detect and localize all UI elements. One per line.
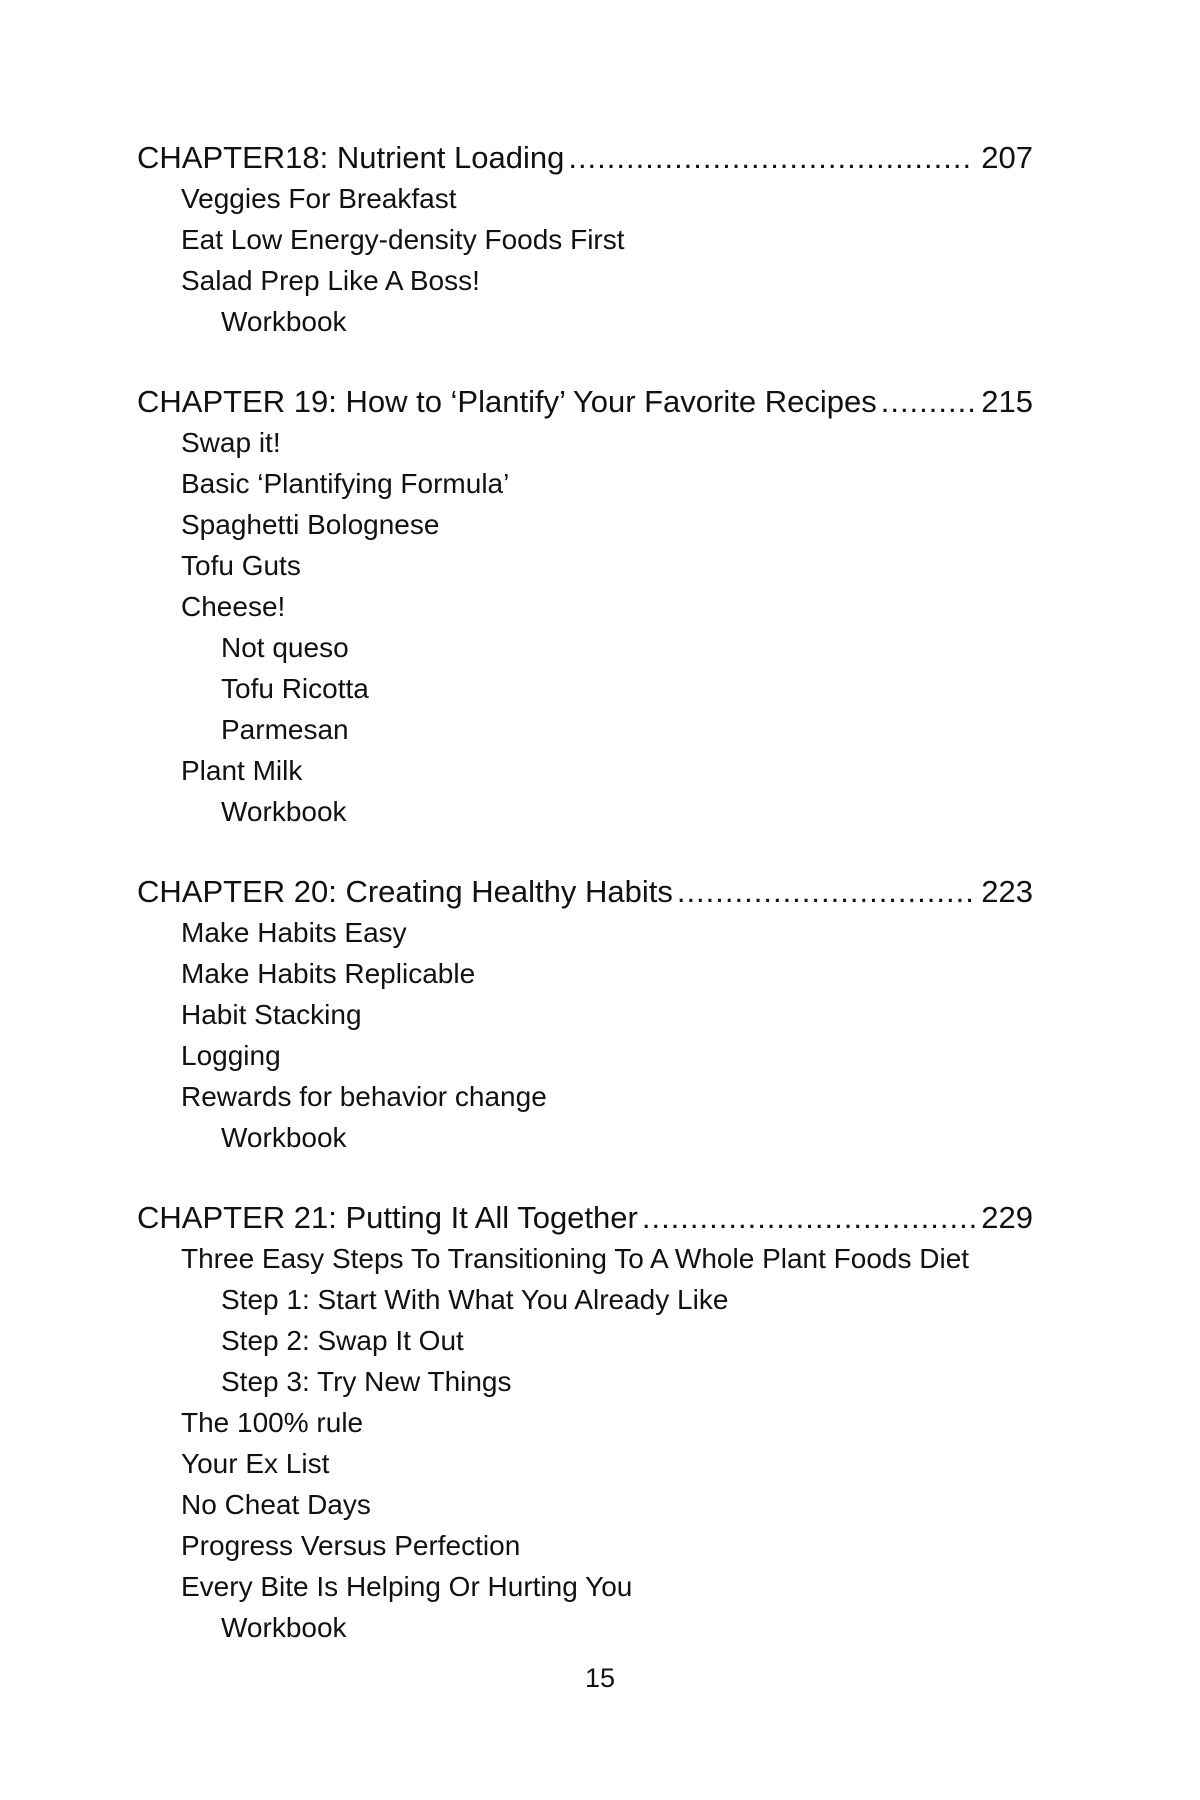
toc-entry[interactable]: Plant Milk [181, 755, 303, 786]
toc-subentry[interactable]: Not queso [221, 632, 349, 663]
chapter-section [137, 1198, 1033, 1648]
chapter-page-number: 223 [981, 874, 1033, 909]
dot-leader [568, 138, 975, 178]
chapter-page-number: 207 [981, 140, 1033, 175]
chapter-page-number: 215 [981, 384, 1033, 419]
chapter-section [137, 382, 1033, 832]
toc-entry[interactable]: The 100% rule [181, 1407, 364, 1438]
toc-entry[interactable]: Three Easy Steps To Transitioning To A Whole Plant Foods Diet [181, 1243, 970, 1274]
dot-leader [677, 872, 975, 912]
toc-entry[interactable]: Basic ‘Plantifying Formula’ [181, 468, 510, 499]
toc-subentry[interactable]: Workbook [221, 306, 347, 337]
toc-subentry[interactable]: Tofu Ricotta [221, 673, 369, 704]
toc-entry[interactable]: Make Habits Replicable [181, 958, 476, 989]
chapter-page-number: 229 [981, 1200, 1033, 1235]
page-number: 15 [584, 1663, 616, 1693]
toc-entry[interactable]: Tofu Guts [181, 550, 301, 581]
table-of-contents [137, 138, 1033, 1688]
toc-subentry[interactable]: Workbook [221, 796, 347, 827]
chapter-heading[interactable] [137, 1198, 1033, 1238]
chapter-heading[interactable] [137, 382, 1033, 422]
chapter-title: CHAPTER18: Nutrient Loading [137, 140, 565, 175]
toc-subentry[interactable]: Step 3: Try New Things [221, 1366, 512, 1397]
toc-entry[interactable]: Cheese! [181, 591, 286, 622]
toc-entry[interactable]: Habit Stacking [181, 999, 362, 1030]
toc-subentry[interactable]: Step 2: Swap It Out [221, 1325, 464, 1356]
toc-entry[interactable]: Swap it! [181, 427, 281, 458]
toc-entry[interactable]: Veggies For Breakfast [181, 183, 457, 214]
toc-entry[interactable]: Your Ex List [181, 1448, 330, 1479]
toc-entry[interactable]: Progress Versus Perfection [181, 1530, 521, 1561]
chapter-section [137, 872, 1033, 1158]
chapter-title: CHAPTER 20: Creating Healthy Habits [137, 874, 673, 909]
toc-subentry[interactable]: Step 1: Start With What You Already Like [221, 1284, 729, 1315]
toc-subentry[interactable]: Workbook [221, 1122, 347, 1153]
dot-leader [642, 1198, 975, 1238]
toc-subentry[interactable]: Workbook [221, 1612, 347, 1643]
chapter-heading[interactable] [137, 872, 1033, 912]
toc-entry[interactable]: Logging [181, 1040, 281, 1071]
toc-entry[interactable]: Make Habits Easy [181, 917, 407, 948]
toc-subentry[interactable]: Parmesan [221, 714, 349, 745]
dot-leader [881, 382, 976, 422]
toc-entry[interactable]: No Cheat Days [181, 1489, 371, 1520]
chapter-heading[interactable] [137, 138, 1033, 178]
toc-entry[interactable]: Eat Low Energy-density Foods First [181, 224, 625, 255]
chapter-title: CHAPTER 21: Putting It All Together [137, 1200, 638, 1235]
toc-entry[interactable]: Every Bite Is Helping Or Hurting You [181, 1571, 633, 1602]
chapter-section [137, 138, 1033, 342]
toc-entry[interactable]: Spaghetti Bolognese [181, 509, 440, 540]
toc-entry[interactable]: Salad Prep Like A Boss! [181, 265, 480, 296]
toc-entry[interactable]: Rewards for behavior change [181, 1081, 547, 1112]
chapter-title: CHAPTER 19: How to ‘Plantify’ Your Favorite Recipes [137, 384, 877, 419]
